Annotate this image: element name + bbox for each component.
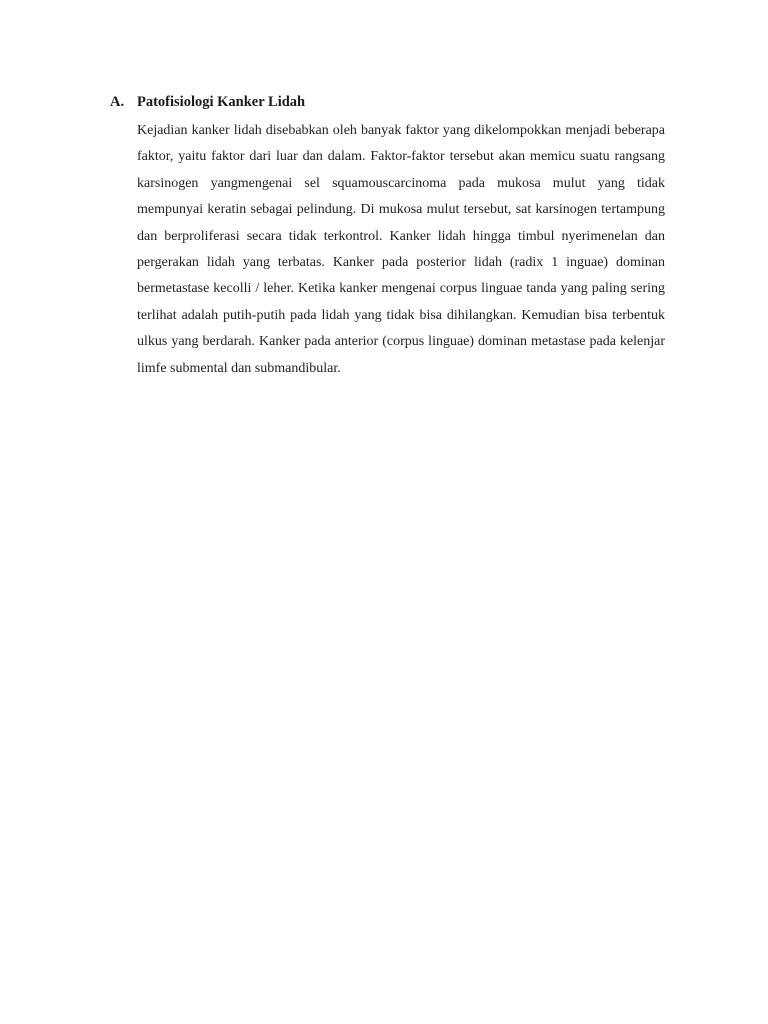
section-title: Patofisiologi Kanker Lidah — [137, 94, 306, 110]
section-marker: A. — [110, 94, 125, 110]
section-paragraph: Kejadian kanker lidah disebabkan oleh banyak faktor yang dikelompokkan menjadi beberapa faktor, yaitu faktor dari luar dan dalam. Faktor-faktor tersebut akan memicu suatu rangsang karsinogen yangmengenai sel squamouscarcinoma pada mukosa mulut yang tidak mempunyai keratin sebagai pelindung. Di mukosa mulut tersebut, sat karsinogen tertampung dan berproliferasi secara tidak terkontrol. Kanker lidah hingga timbul nyerimenelan dan pergerakan lidah yang terbatas. Kanker pada posterior lidah (radix 1 inguae) dominan bermetastase kecolli / leher. Ketika kanker mengenai corpus linguae tanda yang paling sering terlihat adalah putih-putih pada lidah yang tidak bisa dihilangkan. Kemudian bisa terbentuk ulkus yang berdarah. Kanker pada anterior (corpus linguae) dominan metastase pada kelenjar limfe submental dan submandibular. — [137, 123, 665, 376]
section-heading — [110, 92, 665, 112]
section-patofisiologi — [110, 92, 665, 382]
